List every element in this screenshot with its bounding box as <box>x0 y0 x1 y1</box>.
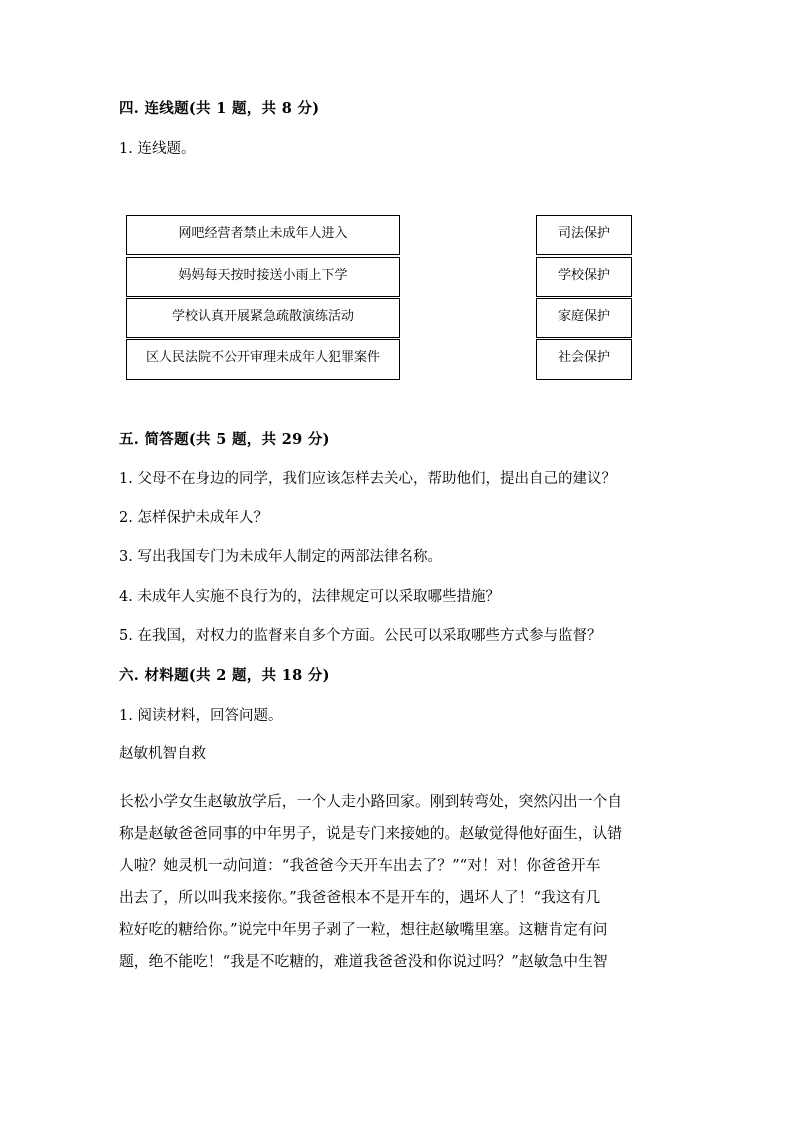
section-6-heading: 六. 材料题(共 2 题，共 18 分) <box>119 667 330 684</box>
right-item-1[interactable]: 司法保护 <box>536 215 632 255</box>
question-4-1: 1. 连线题。 <box>119 141 196 157</box>
story-line: 题，绝不能吃！“我是不吃糖的，难道我爸爸没和你说过吗？”赵敏急中生智 <box>119 953 608 970</box>
story-paragraph <box>119 786 664 978</box>
question-5-1: 1. 父母不在身边的同学，我们应该怎样去关心，帮助他们，提出自己的建议？ <box>119 471 616 487</box>
question-5-3: 3. 写出我国专门为未成年人制定的两部法律名称。 <box>119 549 442 565</box>
right-item-3[interactable]: 家庭保护 <box>536 298 632 338</box>
left-item-1[interactable]: 网吧经营者禁止未成年人进入 <box>126 215 400 255</box>
story-title: 赵敏机智自救 <box>119 746 206 762</box>
story-line: 出去了，所以叫我来接你。”我爸爸根本不是开车的，遇坏人了！“我这有几 <box>119 889 601 906</box>
left-item-4[interactable]: 区人民法院不公开审理未成年人犯罪案件 <box>126 339 400 380</box>
section-5-heading: 五. 简答题(共 5 题，共 29 分) <box>119 431 330 448</box>
right-item-2[interactable]: 学校保护 <box>536 257 632 297</box>
left-item-2[interactable]: 妈妈每天按时接送小雨上下学 <box>126 257 400 297</box>
question-5-2: 2. 怎样保护未成年人？ <box>119 510 268 526</box>
story-line: 粒好吃的糖给你。”说完中年男子剥了一粒，想往赵敏嘴里塞。这糖肯定有问 <box>119 921 608 938</box>
question-6-1: 1. 阅读材料，回答问题。 <box>119 708 283 724</box>
story-line: 称是赵敏爸爸同事的中年男子，说是专门来接她的。赵敏觉得他好面生，认错 <box>119 825 623 842</box>
left-item-3[interactable]: 学校认真开展紧急疏散演练活动 <box>126 298 400 338</box>
right-item-4[interactable]: 社会保护 <box>536 339 632 380</box>
story-line: 人啦？她灵机一动问道：“我爸爸今天开车出去了？”“对！对！你爸爸开车 <box>119 857 601 874</box>
question-5-5: 5. 在我国，对权力的监督来自多个方面。公民可以采取哪些方式参与监督？ <box>119 628 602 644</box>
question-5-4: 4. 未成年人实施不良行为的，法律规定可以采取哪些措施？ <box>119 589 500 605</box>
story-line: 长松小学女生赵敏放学后，一个人走小路回家。刚到转弯处，突然闪出一个自 <box>119 793 623 810</box>
section-4-heading: 四. 连线题(共 1 题，共 8 分) <box>119 100 320 117</box>
